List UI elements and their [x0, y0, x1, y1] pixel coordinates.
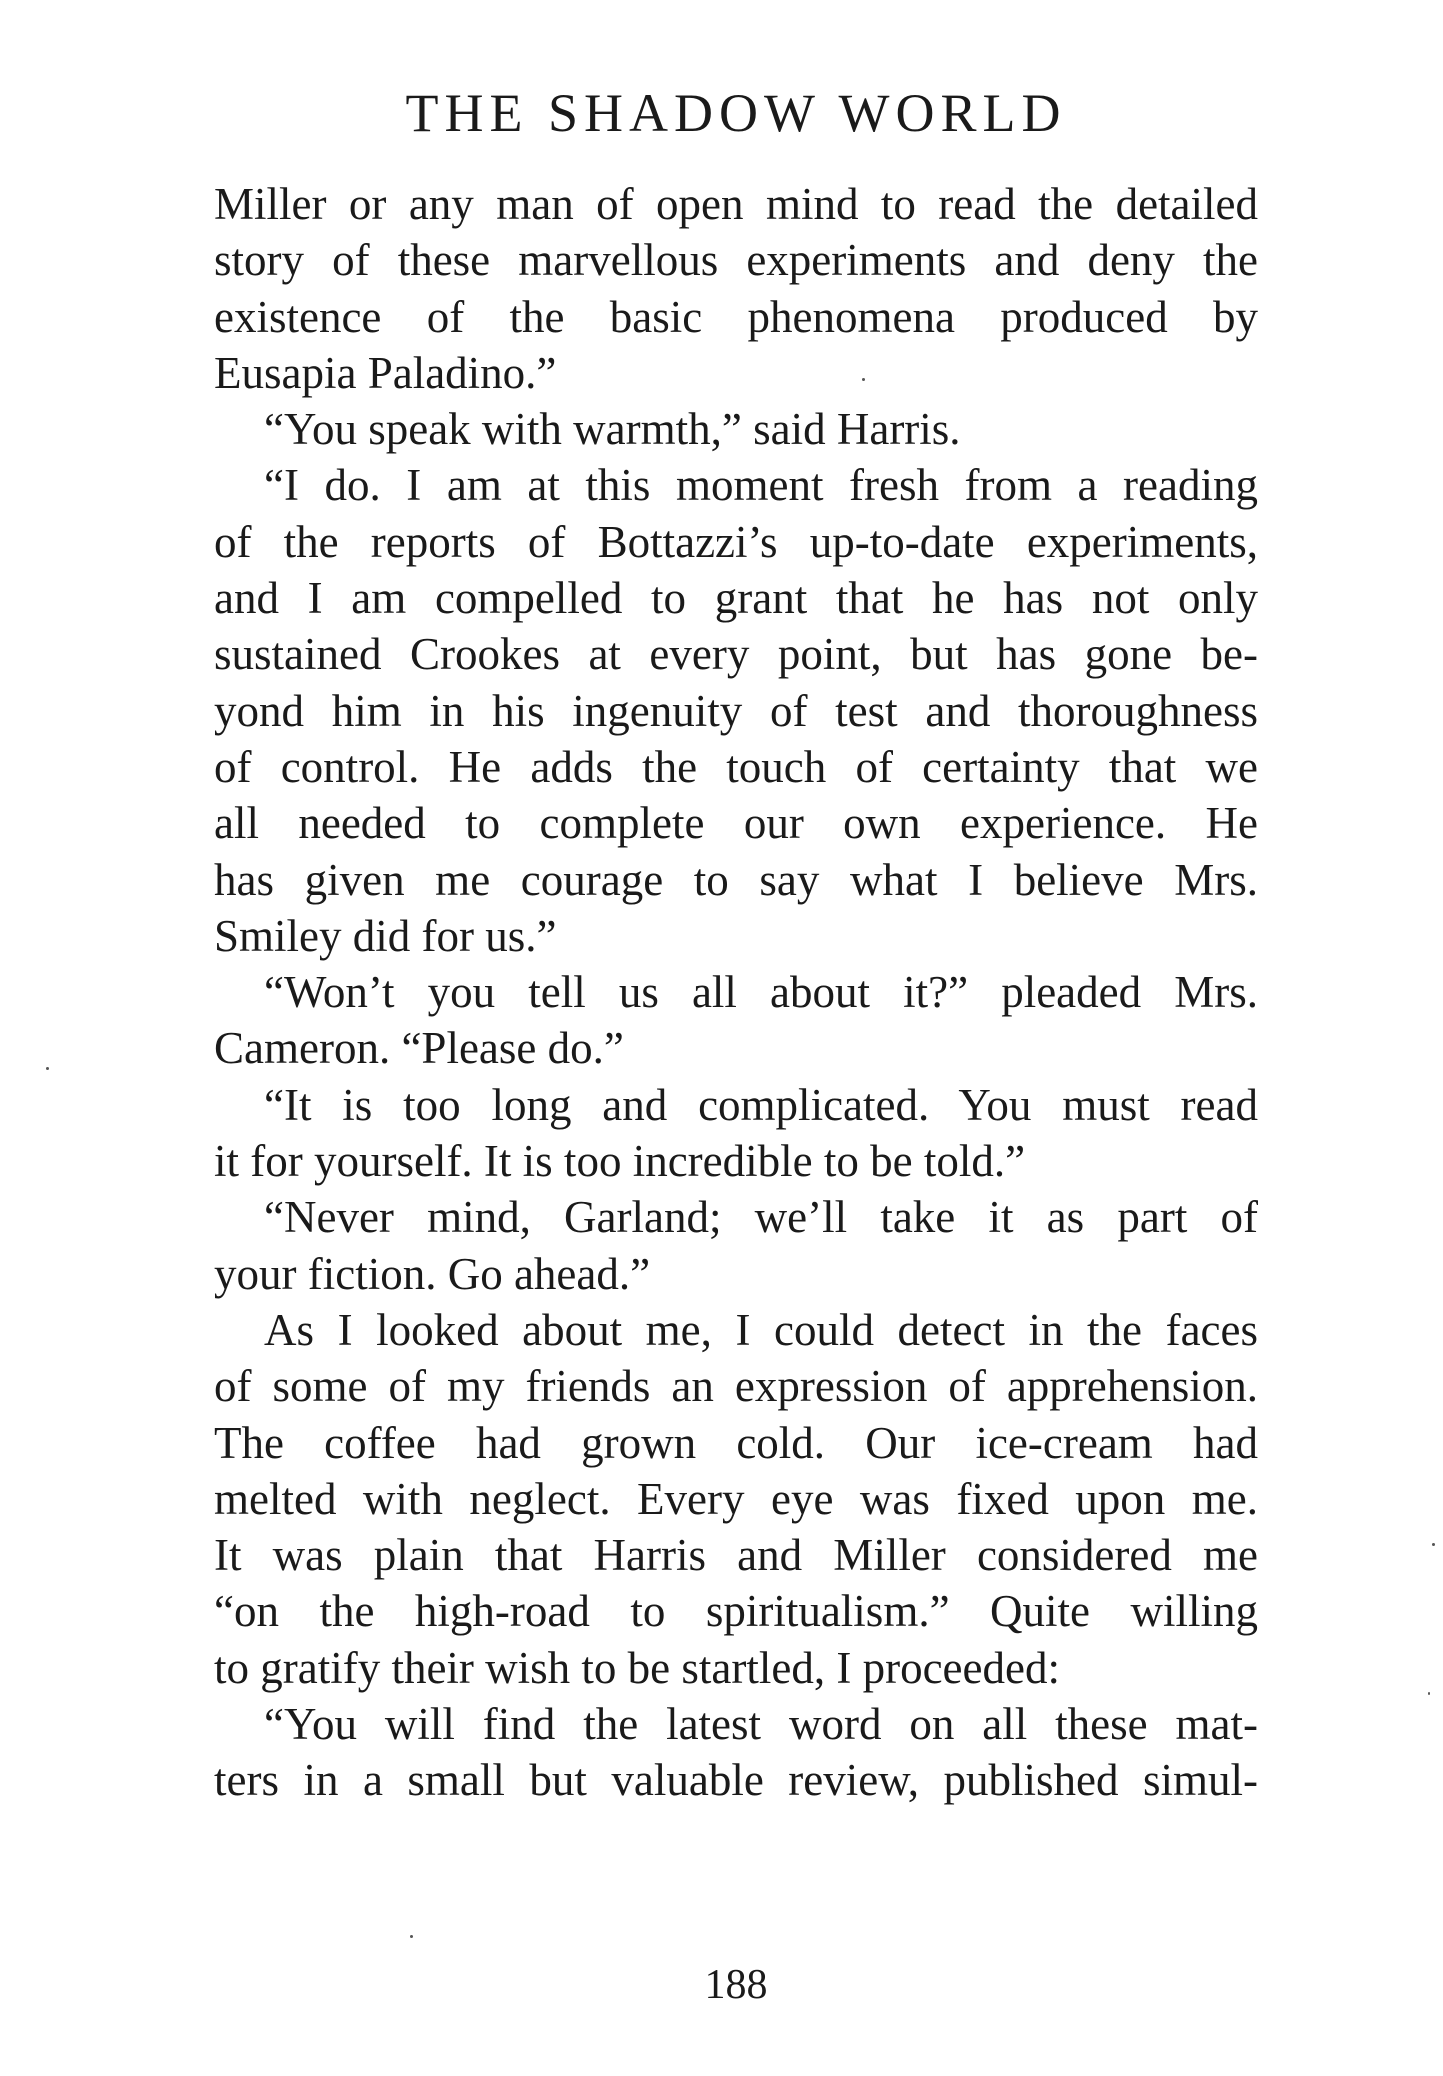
text-line: of control. He adds the touch of certainty that we — [214, 741, 1258, 792]
text-line: of the reports of Bottazzi’s up-to-date experiments, — [214, 516, 1258, 567]
text-line: “I do. I am at this moment fresh from a reading — [264, 460, 1258, 511]
text-line: to gratify their wish to be startled, I proceeded: — [214, 1642, 1060, 1693]
text-line: “on the high-road to spiritualism.” Quite willing — [214, 1586, 1258, 1637]
text-line: The coffee had grown cold. Our ice-cream had — [214, 1417, 1258, 1468]
text-line: “It is too long and complicated. You must read — [264, 1079, 1258, 1130]
text-line: “You will find the latest word on all these mat- — [264, 1699, 1258, 1750]
text-line: Cameron. “Please do.” — [214, 1023, 624, 1074]
text-line: of some of my friends an expression of apprehension. — [214, 1361, 1258, 1412]
print-speck — [862, 378, 865, 381]
text-line: melted with neglect. Every eye was fixed upon me. — [214, 1473, 1258, 1524]
text-line: it for yourself. It is too incredible to be told.” — [214, 1136, 1026, 1187]
text-line: It was plain that Harris and Miller considered me — [214, 1530, 1258, 1581]
text-line: Eusapia Paladino.” — [214, 347, 557, 398]
text-line: all needed to complete our own experience. He — [214, 798, 1258, 849]
body-text — [214, 176, 1258, 1809]
text-line: “Never mind, Garland; we’ll take it as part of — [264, 1192, 1258, 1243]
text-line: ters in a small but valuable review, published simul- — [214, 1755, 1258, 1806]
text-line: Miller or any man of open mind to read the detailed — [214, 179, 1258, 229]
text-line: “You speak with warmth,” said Harris. — [264, 404, 961, 455]
text-line: Smiley did for us.” — [214, 910, 557, 961]
print-speck — [410, 1935, 413, 1938]
text-line: has given me courage to say what I believe Mrs. — [214, 854, 1258, 905]
text-line: your fiction. Go ahead.” — [214, 1248, 651, 1299]
text-line: sustained Crookes at every point, but has gone be- — [214, 629, 1258, 680]
text-line: existence of the basic phenomena produced by — [214, 291, 1258, 342]
text-line: As I looked about me, I could detect in the faces — [264, 1304, 1258, 1355]
running-head: THE SHADOW WORLD — [405, 83, 1067, 143]
text-line: yond him in his ingenuity of test and thoroughness — [214, 685, 1258, 736]
print-speck — [1428, 1692, 1430, 1695]
text-line: “Won’t you tell us all about it?” pleaded Mrs. — [264, 967, 1258, 1018]
page-number: 188 — [704, 1962, 768, 2008]
text-line: and I am compelled to grant that he has not only — [214, 573, 1258, 624]
text-line: story of these marvellous experiments and deny the — [214, 235, 1258, 286]
print-speck — [1432, 1543, 1435, 1546]
print-speck — [46, 1067, 49, 1070]
